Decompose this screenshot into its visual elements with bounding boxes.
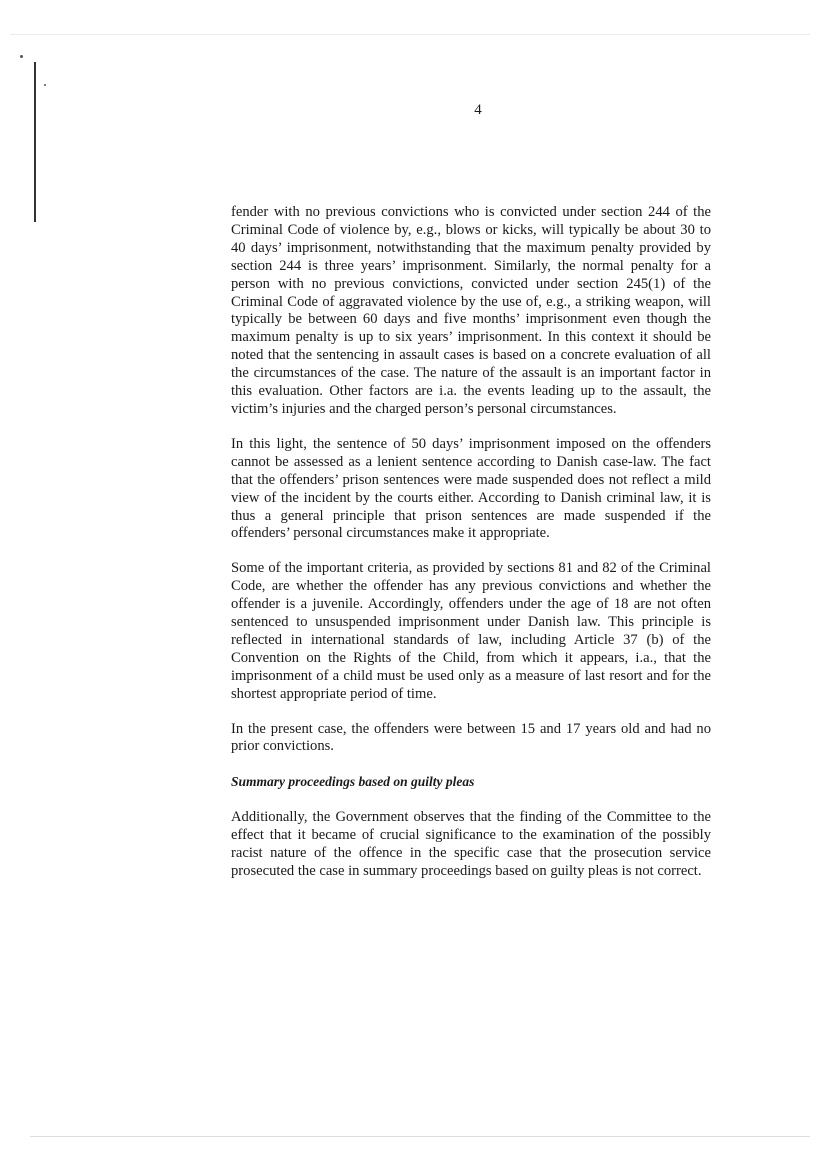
paragraph: In the present case, the offenders were between 15 and 17 years old and had no prior convictions. xyxy=(231,720,711,755)
document-body xyxy=(231,204,711,898)
scan-speck xyxy=(44,84,46,86)
scan-speck xyxy=(20,55,23,58)
paragraph: Additionally, the Government observes that the finding of the Committee to the effect that it became of crucial significance to the examination of the possibly racist nature of the offence in the specific case that the prosecution service prosecuted the case in summary proceedings based on guilty pleas is not correct. xyxy=(231,809,711,879)
paragraph: In this light, the sentence of 50 days’ imprisonment imposed on the offenders cannot be assessed as a lenient sentence according to Danish case-law. The fact that the offenders’ prison sentences were made suspended does not reflect a mild view of the incident by the courts either. According to Danish criminal law, it is thus a general principle that prison sentences are made suspended if the offenders’ personal circumstances make it appropriate. xyxy=(231,435,711,542)
paragraph: fender with no previous convictions who is convicted under section 244 of the Criminal Code of violence by, e.g., blows or kicks, will typically be about 30 to 40 days’ imprisonment, notwithstanding that the maximum penalty provided by section 244 is three years’ imprisonment. Similarly, the normal penalty for a person with no previous convictions, convicted under section 245(1) of the Criminal Code of aggravated violence by the use of, e.g., a striking weapon, will typically be between 60 days and five months’ imprisonment even though the maximum penalty is up to six years’ imprisonment. In this context it should be noted that the sentencing in assault cases is based on a concrete evaluation of all the circumstances of the case. The nature of the assault is an important factor in this evaluation. Other factors are i.a. the events leading up to the assault, the victim’s injuries and the charged person’s personal circumstances. xyxy=(231,204,711,417)
page-number: 4 xyxy=(474,102,482,118)
scan-edge-top xyxy=(10,34,810,35)
section-heading: Summary proceedings based on guilty pleas xyxy=(231,774,475,790)
scan-edge-bottom xyxy=(30,1136,810,1137)
paragraph: Some of the important criteria, as provided by sections 81 and 82 of the Criminal Code, are whether the offender has any previous convictions and whether the offender is a juvenile. Accordingly, offenders under the age of 18 are not often sentenced to unsuspended imprisonment under Danish law. This principle is reflected in international standards of law, including Article 37 (b) of the Convention on the Rights of the Child, from which it appears, i.a., that the imprisonment of a child must be used only as a measure of last resort and for the shortest appropriate period of time. xyxy=(231,560,711,702)
margin-scan-mark xyxy=(34,62,36,222)
